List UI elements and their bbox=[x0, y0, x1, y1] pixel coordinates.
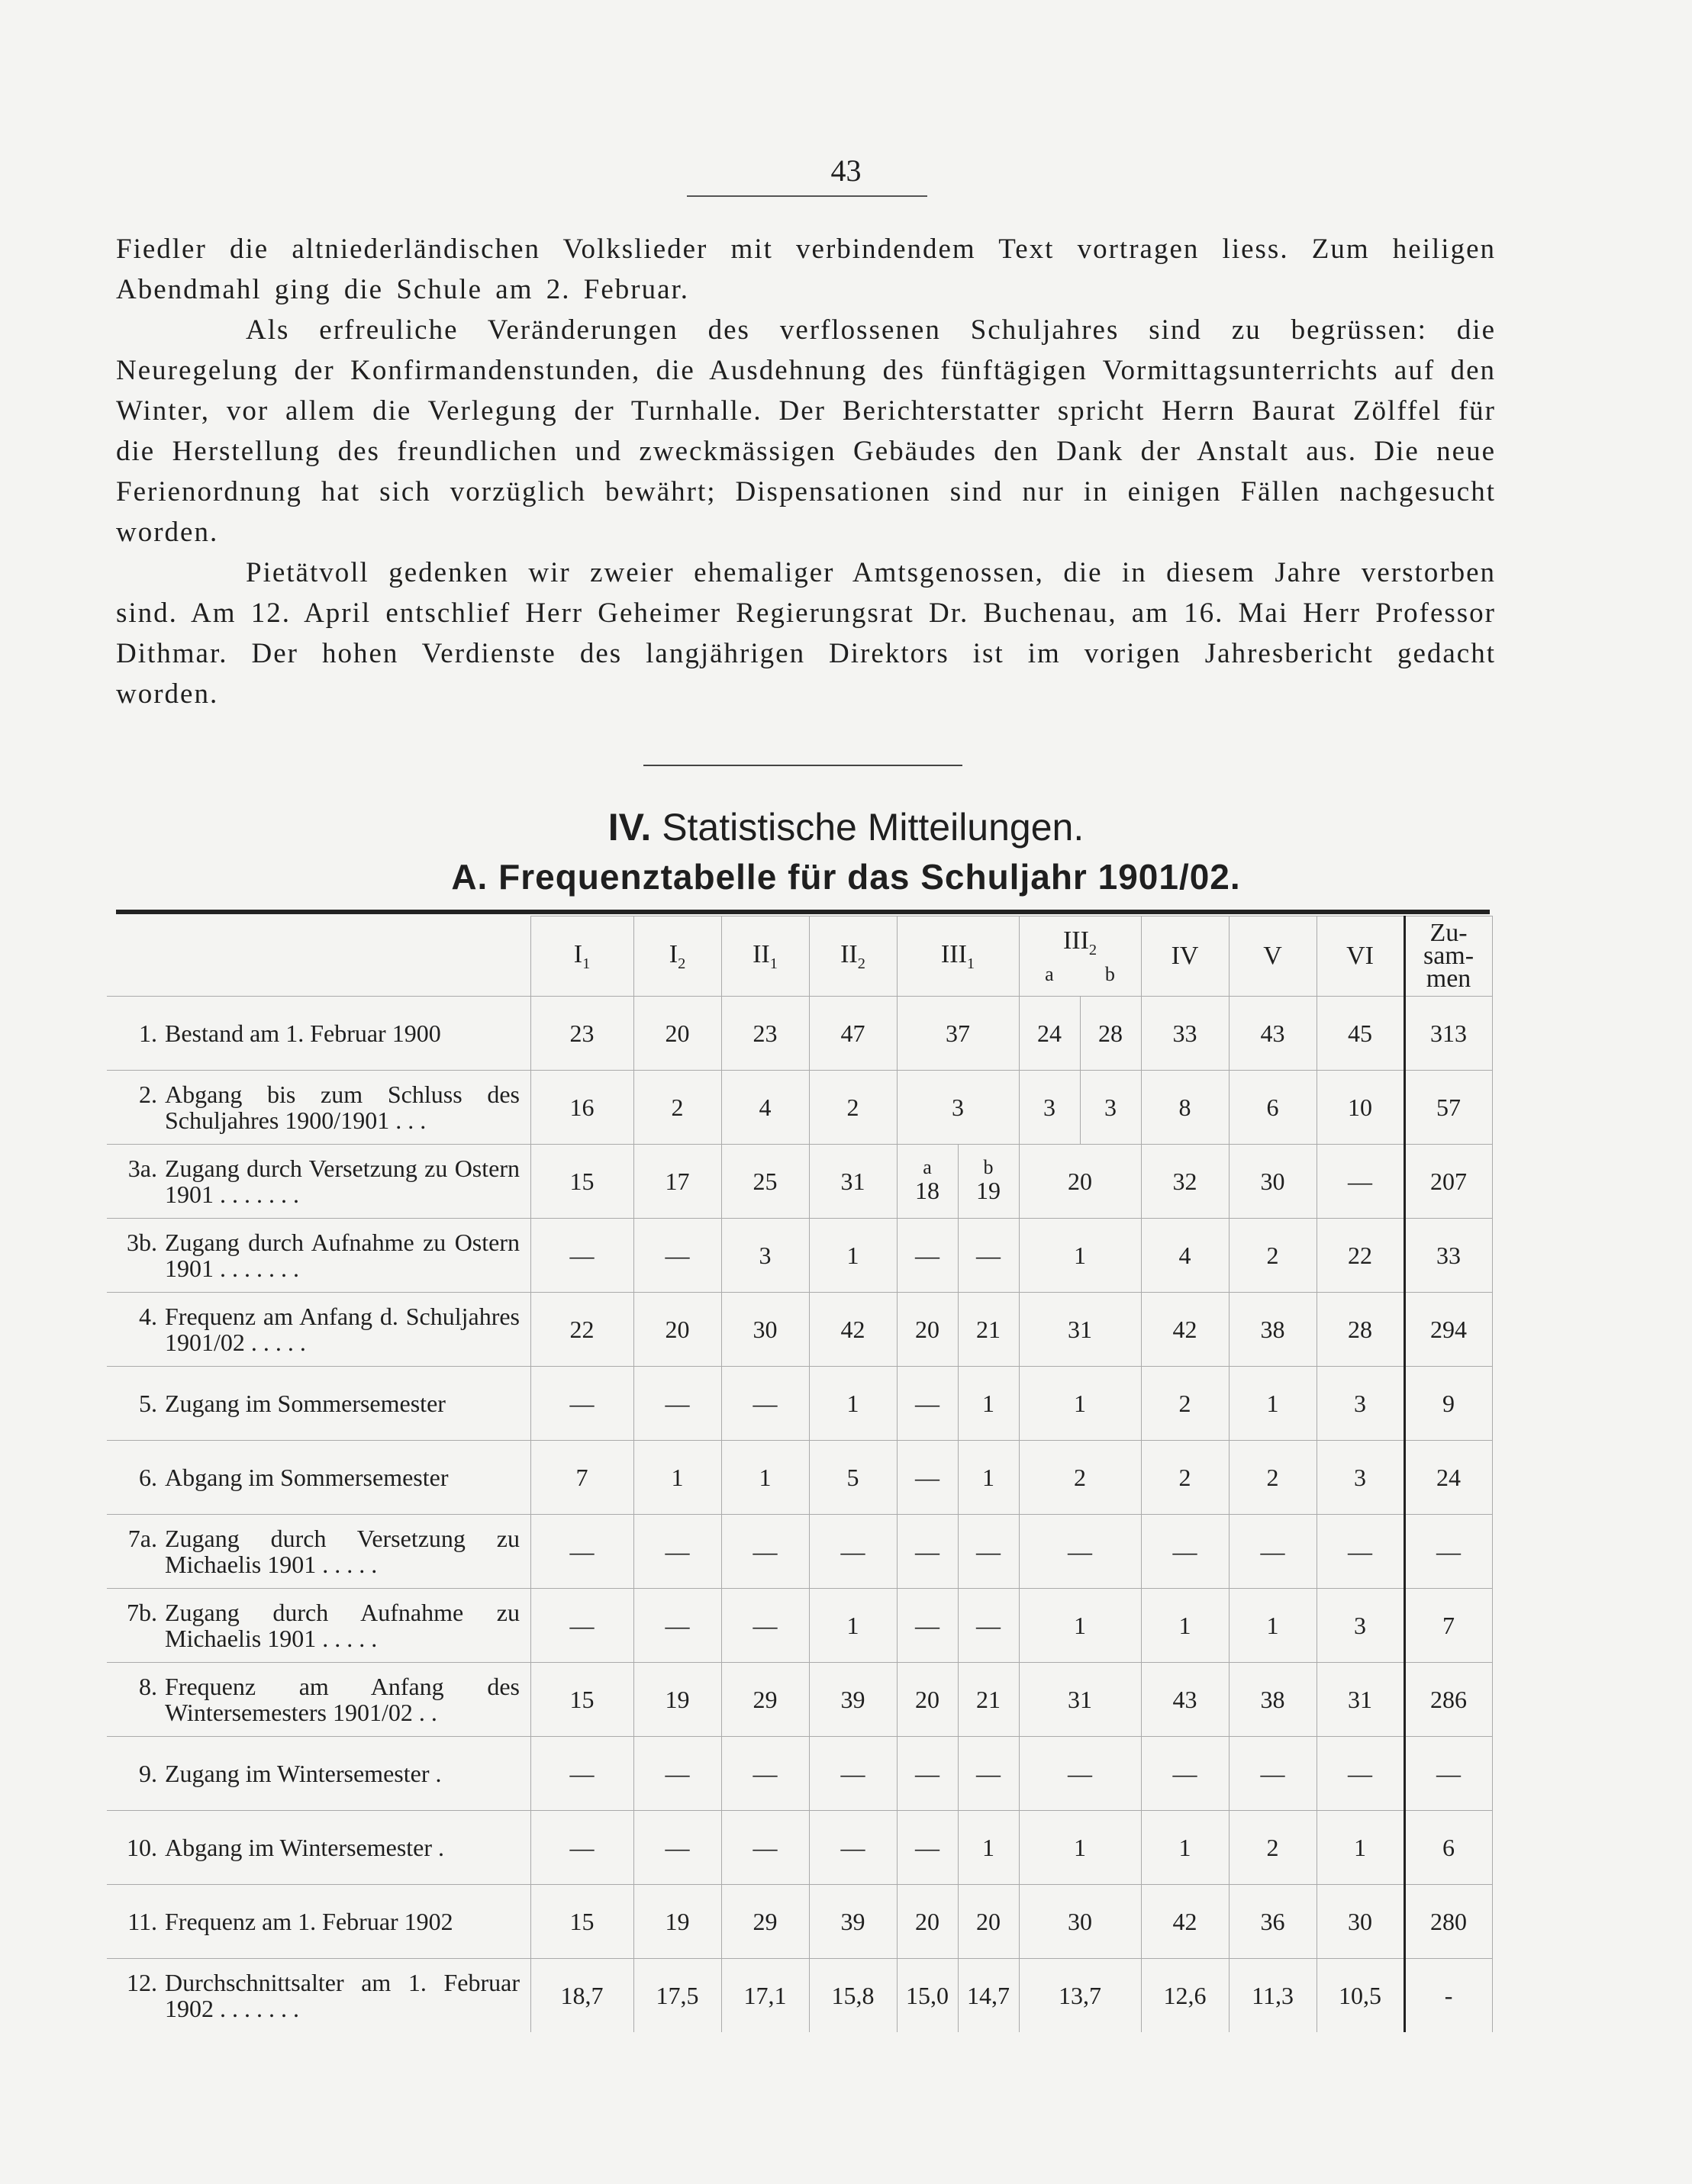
cell-value: — bbox=[915, 1389, 939, 1417]
class-header bbox=[1141, 916, 1229, 997]
cell bbox=[958, 1293, 1019, 1367]
cell: — bbox=[530, 1367, 633, 1441]
row-number: 12. bbox=[127, 1969, 157, 1996]
cell: 3 bbox=[1317, 1367, 1404, 1441]
table-row bbox=[107, 1589, 1492, 1663]
cell bbox=[897, 1293, 958, 1367]
cell: 19 bbox=[633, 1885, 721, 1959]
cell: — bbox=[1317, 1515, 1404, 1589]
label-header bbox=[107, 916, 530, 997]
cell-value: 20 bbox=[976, 1907, 1001, 1935]
frequency-table bbox=[107, 916, 1493, 2032]
cell: 13,7 bbox=[1019, 1959, 1141, 2033]
cell: 39 bbox=[809, 1885, 897, 1959]
section-number: IV. bbox=[608, 806, 652, 849]
table-row bbox=[107, 1071, 1492, 1145]
cell: 30 bbox=[1317, 1885, 1404, 1959]
cell bbox=[897, 1367, 958, 1441]
cell: 7 bbox=[530, 1441, 633, 1515]
cell: 30 bbox=[721, 1293, 809, 1367]
subsection-heading: A. Frequenztabelle für das Schuljahr 1901/02. bbox=[451, 857, 1241, 897]
total-header bbox=[1404, 916, 1492, 997]
cell: 29 bbox=[721, 1663, 809, 1737]
row-number: 7b. bbox=[127, 1599, 157, 1626]
cell-value: — bbox=[976, 1759, 1001, 1787]
class-header-sub: 2 bbox=[857, 955, 865, 972]
cell-value: 15,0 bbox=[906, 1981, 949, 2009]
cell: — bbox=[721, 1367, 809, 1441]
cell: — bbox=[633, 1811, 721, 1885]
cell: 38 bbox=[1229, 1293, 1317, 1367]
total-cell: 313 bbox=[1404, 997, 1492, 1071]
cell: 2 bbox=[1229, 1811, 1317, 1885]
cell: 1 bbox=[1019, 1219, 1141, 1293]
cell: 32 bbox=[1141, 1145, 1229, 1219]
cell: 33 bbox=[1141, 997, 1229, 1071]
cell: — bbox=[633, 1219, 721, 1293]
table-row bbox=[107, 1959, 1492, 2033]
cell: — bbox=[721, 1737, 809, 1811]
cell: 3 bbox=[1317, 1441, 1404, 1515]
table-row bbox=[107, 1811, 1492, 1885]
cell: 43 bbox=[1229, 997, 1317, 1071]
cell: 12,6 bbox=[1141, 1959, 1229, 2033]
cell: 28 bbox=[1317, 1293, 1404, 1367]
class-header-label: II bbox=[753, 939, 770, 968]
cell-value: 1 bbox=[982, 1833, 994, 1861]
row-label bbox=[107, 1441, 530, 1515]
cell-value: 20 bbox=[915, 1315, 939, 1343]
cell bbox=[958, 1885, 1019, 1959]
cell: 11,3 bbox=[1229, 1959, 1317, 2033]
cell: 15,8 bbox=[809, 1959, 897, 2033]
cell: 3 bbox=[721, 1219, 809, 1293]
paragraph-3 bbox=[116, 552, 1496, 714]
cell: 30 bbox=[1019, 1885, 1141, 1959]
cell: 23 bbox=[530, 997, 633, 1071]
paragraph-2 bbox=[116, 310, 1496, 552]
cell: 1 bbox=[1229, 1367, 1317, 1441]
class-header-sub: 1 bbox=[966, 955, 975, 972]
cell: — bbox=[530, 1737, 633, 1811]
cell bbox=[897, 1737, 958, 1811]
row-label-text: Frequenz am Anfang d. Schuljahres 1901/02 . . . . . bbox=[165, 1303, 520, 1356]
cell-value: — bbox=[915, 1611, 939, 1639]
total-cell: — bbox=[1404, 1737, 1492, 1811]
cell: — bbox=[633, 1737, 721, 1811]
cell: 1 bbox=[1019, 1589, 1141, 1663]
row-label-text: Zugang im Sommersemester bbox=[165, 1390, 446, 1417]
row-label-text: Frequenz am 1. Februar 1902 bbox=[165, 1908, 453, 1935]
class-header-sub: 2 bbox=[1088, 941, 1097, 958]
cell: 45 bbox=[1317, 997, 1404, 1071]
class-header-sub: 1 bbox=[582, 955, 591, 972]
total-cell: - bbox=[1404, 1959, 1492, 2033]
row-number: 8. bbox=[139, 1673, 157, 1700]
cell: 39 bbox=[809, 1663, 897, 1737]
cell: 31 bbox=[1317, 1663, 1404, 1737]
table-header-row bbox=[107, 916, 1492, 997]
cell: 10,5 bbox=[1317, 1959, 1404, 2033]
cell: — bbox=[633, 1515, 721, 1589]
cell: — bbox=[1141, 1515, 1229, 1589]
subclass-a-label: a bbox=[1045, 963, 1054, 986]
cell: 15 bbox=[530, 1663, 633, 1737]
class-header bbox=[897, 916, 1019, 997]
cell: 36 bbox=[1229, 1885, 1317, 1959]
cell: 20 bbox=[633, 1293, 721, 1367]
table-row bbox=[107, 1885, 1492, 1959]
row-label-text: Zugang im Wintersemester . bbox=[165, 1760, 442, 1787]
subclass-a-label: a bbox=[923, 1155, 932, 1178]
cell-value: 20 bbox=[915, 1907, 939, 1935]
section-rule bbox=[643, 765, 962, 766]
class-header bbox=[1317, 916, 1404, 997]
row-label bbox=[107, 1367, 530, 1441]
class-header bbox=[1019, 916, 1141, 997]
cell: 42 bbox=[809, 1293, 897, 1367]
cell: 10 bbox=[1317, 1071, 1404, 1145]
row-number: 5. bbox=[139, 1390, 157, 1417]
row-label-text: Zugang durch Versetzung zu Ostern 1901 . . . . . . . bbox=[165, 1155, 520, 1208]
row-label-text: Zugang durch Aufnahme zu Ostern 1901 . . . . . . . bbox=[165, 1229, 520, 1282]
cell: 2 bbox=[1141, 1367, 1229, 1441]
total-cell: 294 bbox=[1404, 1293, 1492, 1367]
cell: 1 bbox=[809, 1219, 897, 1293]
cell: 1 bbox=[809, 1589, 897, 1663]
table-row bbox=[107, 1441, 1492, 1515]
cell-value: 14,7 bbox=[967, 1981, 1010, 2009]
table-row bbox=[107, 1515, 1492, 1589]
section-title: Statistische Mitteilungen. bbox=[662, 806, 1084, 849]
cell: 17,5 bbox=[633, 1959, 721, 2033]
row-number: 4. bbox=[139, 1303, 157, 1330]
cell: 20 bbox=[1019, 1145, 1141, 1219]
cell: 47 bbox=[809, 997, 897, 1071]
table-row bbox=[107, 1367, 1492, 1441]
class-header-label: II bbox=[840, 939, 858, 968]
cell: — bbox=[1317, 1737, 1404, 1811]
cell: — bbox=[530, 1811, 633, 1885]
row-label-text: Bestand am 1. Februar 1900 bbox=[165, 1020, 441, 1047]
page-number-rule bbox=[687, 195, 927, 197]
row-label bbox=[107, 1071, 530, 1145]
total-cell: 286 bbox=[1404, 1663, 1492, 1737]
cell: 6 bbox=[1229, 1071, 1317, 1145]
cell: 30 bbox=[1229, 1145, 1317, 1219]
cell: 38 bbox=[1229, 1663, 1317, 1737]
cell bbox=[897, 1145, 958, 1219]
cell: 2 bbox=[1141, 1441, 1229, 1515]
total-header-part: sam- bbox=[1423, 942, 1474, 970]
cell: 17,1 bbox=[721, 1959, 809, 2033]
class-header-label: V bbox=[1263, 942, 1282, 970]
row-label bbox=[107, 997, 530, 1071]
table-row bbox=[107, 1145, 1492, 1219]
row-label bbox=[107, 1885, 530, 1959]
cell: 4 bbox=[1141, 1219, 1229, 1293]
cell-value: 1 bbox=[982, 1389, 994, 1417]
total-cell: 6 bbox=[1404, 1811, 1492, 1885]
table-row bbox=[107, 1663, 1492, 1737]
total-cell: 24 bbox=[1404, 1441, 1492, 1515]
cell-value: 1 bbox=[982, 1463, 994, 1491]
cell: 22 bbox=[530, 1293, 633, 1367]
cell: 1 bbox=[1141, 1811, 1229, 1885]
cell: 18,7 bbox=[530, 1959, 633, 2033]
cell bbox=[958, 1811, 1019, 1885]
row-number: 3b. bbox=[127, 1229, 157, 1256]
class-header bbox=[809, 916, 897, 997]
class-header-label: I bbox=[669, 939, 678, 968]
cell-value: — bbox=[976, 1537, 1001, 1565]
cell-value: — bbox=[915, 1537, 939, 1565]
table-row bbox=[107, 1219, 1492, 1293]
cell bbox=[897, 1885, 958, 1959]
cell: 29 bbox=[721, 1885, 809, 1959]
row-number: 9. bbox=[139, 1760, 157, 1787]
cell: 1 bbox=[1229, 1589, 1317, 1663]
cell: 19 bbox=[633, 1663, 721, 1737]
row-label-text: Abgang im Sommersemester bbox=[165, 1464, 449, 1491]
row-label-text: Zugang durch Versetzung zu Michaelis 1901 . . . . . bbox=[165, 1525, 520, 1578]
cell: 1 bbox=[1019, 1811, 1141, 1885]
cell-value: 18 bbox=[915, 1176, 939, 1204]
cell-value: 21 bbox=[976, 1685, 1001, 1713]
cell: — bbox=[721, 1811, 809, 1885]
cell: — bbox=[1229, 1737, 1317, 1811]
cell: 1 bbox=[1141, 1589, 1229, 1663]
total-cell: — bbox=[1404, 1515, 1492, 1589]
row-label bbox=[107, 1589, 530, 1663]
cell: 24 bbox=[1019, 997, 1080, 1071]
class-header-label: I bbox=[573, 939, 583, 968]
row-number: 1. bbox=[139, 1020, 157, 1047]
cell-value: 21 bbox=[976, 1315, 1001, 1343]
cell-value: — bbox=[915, 1463, 939, 1491]
cell bbox=[897, 1959, 958, 2033]
cell: — bbox=[1019, 1515, 1141, 1589]
row-label-text: Durchschnittsalter am 1. Februar 1902 . . . . . . . bbox=[165, 1969, 520, 2022]
total-cell: 57 bbox=[1404, 1071, 1492, 1145]
class-header-label: VI bbox=[1346, 942, 1374, 970]
total-cell: 280 bbox=[1404, 1885, 1492, 1959]
cell bbox=[958, 1589, 1019, 1663]
row-label bbox=[107, 1515, 530, 1589]
row-label bbox=[107, 1737, 530, 1811]
row-label bbox=[107, 1811, 530, 1885]
cell: — bbox=[530, 1515, 633, 1589]
cell: 5 bbox=[809, 1441, 897, 1515]
cell: 31 bbox=[1019, 1293, 1141, 1367]
cell bbox=[958, 1663, 1019, 1737]
cell: 22 bbox=[1317, 1219, 1404, 1293]
cell: 2 bbox=[809, 1071, 897, 1145]
page-number: 43 bbox=[830, 153, 862, 188]
cell: 1 bbox=[1019, 1367, 1141, 1441]
row-label-text: Abgang bis zum Schluss des Schuljahres 1900/1901 . . . bbox=[165, 1081, 520, 1134]
class-header-label: IV bbox=[1171, 942, 1199, 970]
cell bbox=[958, 1515, 1019, 1589]
cell: 2 bbox=[1229, 1441, 1317, 1515]
cell-value: — bbox=[976, 1241, 1001, 1269]
cell: 2 bbox=[1229, 1219, 1317, 1293]
row-number: 7a. bbox=[127, 1525, 157, 1552]
cell bbox=[958, 1367, 1019, 1441]
total-cell: 207 bbox=[1404, 1145, 1492, 1219]
cell bbox=[897, 1589, 958, 1663]
cell: 1 bbox=[633, 1441, 721, 1515]
row-label bbox=[107, 1959, 530, 2033]
table-row bbox=[107, 1737, 1492, 1811]
cell: 20 bbox=[633, 997, 721, 1071]
row-number: 3a. bbox=[127, 1155, 157, 1182]
class-header-sub: 1 bbox=[769, 955, 778, 972]
cell: 31 bbox=[1019, 1663, 1141, 1737]
cell: 1 bbox=[1317, 1811, 1404, 1885]
cell: 4 bbox=[721, 1071, 809, 1145]
cell: 16 bbox=[530, 1071, 633, 1145]
cell: — bbox=[1019, 1737, 1141, 1811]
row-label bbox=[107, 1145, 530, 1219]
cell: 1 bbox=[721, 1441, 809, 1515]
cell-value: — bbox=[976, 1611, 1001, 1639]
subclass-b-label: b bbox=[1104, 963, 1115, 986]
cell-value: — bbox=[915, 1833, 939, 1861]
cell: — bbox=[721, 1589, 809, 1663]
cell: — bbox=[1229, 1515, 1317, 1589]
cell bbox=[958, 1959, 1019, 2033]
cell: 37 bbox=[897, 997, 1019, 1071]
cell: — bbox=[809, 1737, 897, 1811]
total-header-part: men bbox=[1426, 965, 1471, 993]
row-label bbox=[107, 1219, 530, 1293]
cell-value: — bbox=[915, 1759, 939, 1787]
row-label bbox=[107, 1293, 530, 1367]
total-cell: 33 bbox=[1404, 1219, 1492, 1293]
table-row bbox=[107, 997, 1492, 1071]
row-number: 6. bbox=[139, 1464, 157, 1491]
cell: 3 bbox=[1019, 1071, 1080, 1145]
class-header bbox=[1229, 916, 1317, 997]
cell bbox=[958, 1145, 1019, 1219]
paragraph-1-text: Fiedler die altniederländischen Volkslieder mit verbindendem Text vortragen liess. Zum heiligen Abendmahl ging die Schule am 2. Februar. bbox=[116, 234, 1496, 305]
section-heading bbox=[0, 805, 1692, 849]
cell: 31 bbox=[809, 1145, 897, 1219]
class-header bbox=[633, 916, 721, 997]
cell: 2 bbox=[633, 1071, 721, 1145]
cell: 8 bbox=[1141, 1071, 1229, 1145]
cell bbox=[897, 1219, 958, 1293]
cell: 17 bbox=[633, 1145, 721, 1219]
cell: 3 bbox=[897, 1071, 1019, 1145]
cell: — bbox=[721, 1515, 809, 1589]
row-label-text: Zugang durch Aufnahme zu Michaelis 1901 . . . . . bbox=[165, 1599, 520, 1652]
cell: 3 bbox=[1080, 1071, 1141, 1145]
cell bbox=[897, 1441, 958, 1515]
cell: 42 bbox=[1141, 1885, 1229, 1959]
row-number: 10. bbox=[127, 1834, 157, 1861]
cell: 2 bbox=[1019, 1441, 1141, 1515]
cell: — bbox=[633, 1589, 721, 1663]
total-cell: 9 bbox=[1404, 1367, 1492, 1441]
total-header-part: Zu- bbox=[1429, 919, 1468, 947]
row-number: 2. bbox=[139, 1081, 157, 1108]
paragraph-2-text: Als erfreuliche Veränderungen des verflossenen Schuljahres sind zu begrüssen: die Neuregelung der Konfirmandenstunden, die Ausdehnung des fünftägigen Vormittagsunterrichts auf den Winter, vor allem die Verlegung der Turnhalle. Der Berichterstatter spricht Herrn Baurat Zölffel für die Herstellung des freundlichen und zweckmässigen Gebäudes den Dank der Anstalt aus. Die neue Ferienordnung hat sich vorzüglich bewährt; Dispensationen sind nur in einigen Fällen nachgesucht worden. bbox=[116, 314, 1496, 548]
cell: 15 bbox=[530, 1145, 633, 1219]
class-header-subdivision bbox=[1020, 963, 1141, 986]
cell bbox=[958, 1737, 1019, 1811]
row-label bbox=[107, 1663, 530, 1737]
cell-value: 20 bbox=[915, 1685, 939, 1713]
row-number: 11. bbox=[127, 1908, 157, 1935]
class-header bbox=[721, 916, 809, 997]
cell: — bbox=[633, 1367, 721, 1441]
cell-value: — bbox=[915, 1241, 939, 1269]
subclass-b-label: b bbox=[983, 1155, 994, 1178]
cell: 25 bbox=[721, 1145, 809, 1219]
cell-value: 19 bbox=[976, 1176, 1001, 1204]
cell: — bbox=[1141, 1737, 1229, 1811]
cell bbox=[897, 1515, 958, 1589]
table-row bbox=[107, 1293, 1492, 1367]
table-top-rule bbox=[116, 910, 1490, 914]
cell: 1 bbox=[809, 1367, 897, 1441]
class-header-label: III bbox=[1062, 926, 1089, 955]
cell: 43 bbox=[1141, 1663, 1229, 1737]
class-header-label: III bbox=[940, 939, 967, 968]
cell: 23 bbox=[721, 997, 809, 1071]
cell bbox=[958, 1441, 1019, 1515]
row-label-text: Frequenz am Anfang des Wintersemesters 1901/02 . . bbox=[165, 1673, 520, 1726]
cell bbox=[958, 1219, 1019, 1293]
paragraph-3-text: Pietätvoll gedenken wir zweier ehemaliger Amtsgenossen, die in diesem Jahre verstorben sind. Am 12. April entschlief Herr Geheimer Regierungsrat Dr. Buchenau, am 16. Mai Herr Professor Dithmar. Der hohen Verdienste des langjährigen Direktors ist im vorigen Jahresbericht gedacht worden. bbox=[116, 557, 1496, 710]
cell: 42 bbox=[1141, 1293, 1229, 1367]
cell: 3 bbox=[1317, 1589, 1404, 1663]
cell: — bbox=[530, 1589, 633, 1663]
cell: 15 bbox=[530, 1885, 633, 1959]
total-cell: 7 bbox=[1404, 1589, 1492, 1663]
cell: 28 bbox=[1080, 997, 1141, 1071]
cell bbox=[897, 1663, 958, 1737]
class-header bbox=[530, 916, 633, 997]
cell: — bbox=[809, 1515, 897, 1589]
cell: — bbox=[530, 1219, 633, 1293]
cell bbox=[897, 1811, 958, 1885]
class-header-sub: 2 bbox=[678, 955, 686, 972]
cell: — bbox=[809, 1811, 897, 1885]
row-label-text: Abgang im Wintersemester . bbox=[165, 1834, 445, 1861]
cell: — bbox=[1317, 1145, 1404, 1219]
paragraph-1 bbox=[116, 229, 1496, 310]
